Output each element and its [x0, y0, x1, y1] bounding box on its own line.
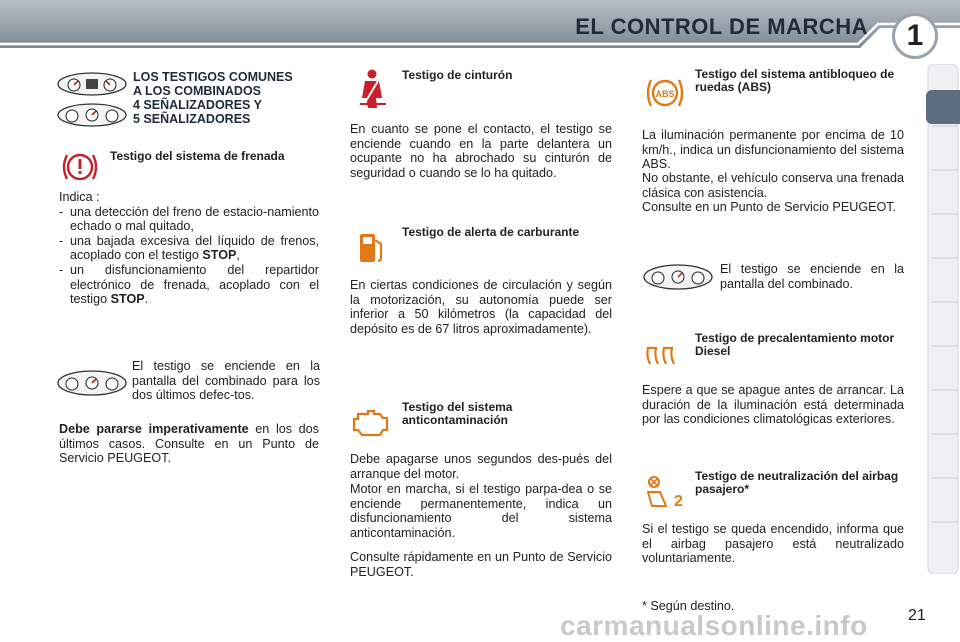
chapter-number: 1: [906, 19, 924, 52]
common-indicators-title: [133, 70, 323, 126]
airbag-heading: Testigo de neutralización del airbag pasajero*: [695, 469, 899, 496]
list-item: - una detección del freno de estacio-namiento echado o mal quitado,: [59, 204, 319, 234]
page-header: [0, 0, 960, 62]
watermark: carmanualsonline.info: [560, 610, 868, 641]
brake-warning: Debe pararse imperativamente en los dos últimos casos. Consulte en un Punto de Servicio PEUGEOT.: [59, 422, 319, 466]
brake-intro: Indica :: [59, 190, 100, 204]
title-line: 4 SEÑALIZADORES Y: [133, 98, 262, 112]
svg-text:ABS: ABS: [655, 89, 675, 99]
instrument-cluster-icon: [56, 71, 128, 129]
glow-plug-icon: [644, 344, 684, 368]
fuel-text: En ciertas condiciones de circulación y según la motorización, su autonomía puede ser inferior a 50 kilómetros (la capacidad del depósito es de 67 litros aproximadamente).: [350, 278, 612, 336]
brake-combined-note: El testigo se enciende en la pantalla del combinado para los dos últimos defec-tos.: [132, 359, 320, 403]
emission-text-1: Debe apagarse unos segundos des-pués del arranque del motor.: [350, 452, 612, 481]
brake-heading: Testigo del sistema de frenada: [110, 149, 285, 163]
stop-label: STOP: [110, 292, 145, 307]
emission-heading: Testigo del sistema anticontaminación: [402, 400, 513, 427]
title-line: LOS TESTIGOS COMUNES: [133, 70, 293, 84]
abs-warning-icon: [642, 74, 688, 112]
abs-text-3: Consulte en un Punto de Servicio PEUGEOT.: [642, 200, 897, 214]
title-line: A LOS COMBINADOS: [133, 84, 262, 98]
brake-warning-icon: [60, 150, 100, 184]
abs-text-2: No obstante, el vehículo conserva una frenada clásica con asistencia.: [642, 171, 904, 200]
instrument-cluster-icon: [56, 368, 128, 398]
preheat-heading: Testigo de precalentamiento motor Diesel: [695, 331, 895, 358]
seatbelt-heading: Testigo de cinturón: [402, 68, 513, 82]
seatbelt-text: En cuanto se pone el contacto, el testigo se enciende cuando en la parte delantera un ocupante no ha abrochado su cinturón de seguridad o cuando se lo ha quitado.: [350, 122, 612, 180]
side-tab-strip: [926, 64, 960, 574]
airbag-text: Si el testigo se queda encendido, informa que el airbag pasajero está neutralizado voluntariamente.: [642, 522, 904, 566]
preheat-text: Espere a que se apague antes de arrancar. La duración de la iluminación está determinada por las condiciones climatológicas exteriores.: [642, 383, 904, 427]
abs-text-1: La iluminación permanente por encima de 10 km/h., indica un disfuncionamiento del sistema ABS.: [642, 128, 904, 172]
fuel-pump-icon: [358, 230, 386, 266]
stop-label: STOP: [202, 248, 237, 263]
title-line: 5 SEÑALIZADORES: [133, 112, 251, 126]
brake-description: [59, 190, 319, 307]
page-number: 21: [908, 607, 926, 624]
emission-text-2: Motor en marcha, si el testigo parpa-dea o se enciende permanentemente, indica un disfuncionamiento del sistema anticontaminación.: [350, 482, 612, 540]
emission-text-3: Consulte rápidamente en un Punto de Servicio PEUGEOT.: [350, 550, 612, 579]
list-item: - una bajada excesiva del líquido de frenos, acoplado con el testigo STOP,: [59, 233, 319, 263]
list-item: - un disfuncionamiento del repartidor electrónico de frenada, acoplado con el testigo STOP.: [59, 262, 319, 307]
chapter-badge: [892, 13, 938, 59]
chapter-tab-active[interactable]: [926, 90, 960, 124]
brake-list: [59, 205, 319, 307]
airbag-off-icon: [644, 474, 688, 512]
abs-heading: Testigo del sistema antibloqueo de ruedas (ABS): [695, 67, 895, 94]
engine-emission-icon: [352, 406, 390, 440]
seatbelt-icon: [356, 68, 390, 110]
svg-text:2: 2: [674, 493, 683, 510]
page-title: EL CONTROL DE MARCHA: [575, 14, 868, 39]
instrument-cluster-icon: [642, 262, 714, 292]
abs-combined-note: El testigo se enciende en la pantalla del combinado.: [720, 262, 904, 291]
footnote: * Según destino.: [642, 599, 735, 613]
fuel-heading: Testigo de alerta de carburante: [402, 225, 580, 239]
